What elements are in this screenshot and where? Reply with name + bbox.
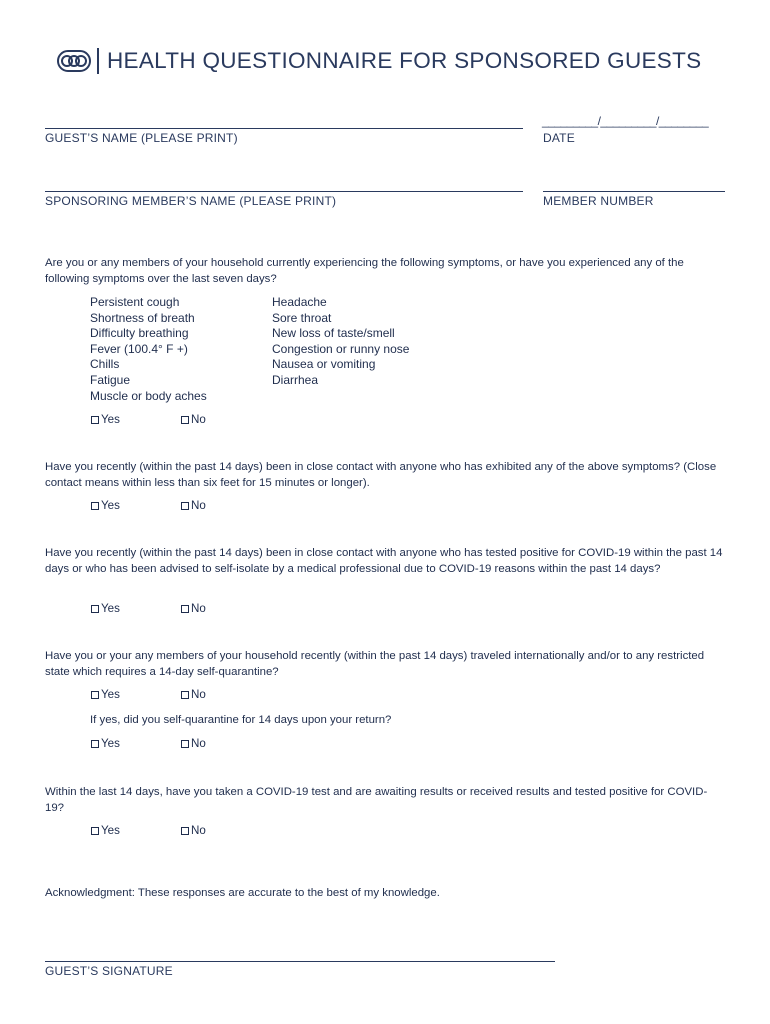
checkbox-icon: [91, 502, 99, 510]
yes-label: Yes: [101, 688, 120, 701]
title-divider: [97, 48, 99, 74]
checkbox-icon: [91, 605, 99, 613]
yes-label: Yes: [101, 602, 120, 615]
signature-line[interactable]: [45, 961, 555, 962]
ebc-logo-icon: [57, 50, 91, 72]
date-label: DATE: [543, 131, 575, 145]
symptom-item: Shortness of breath: [90, 310, 195, 325]
member-number-line[interactable]: [543, 191, 725, 192]
q2-yes-checkbox[interactable]: [91, 499, 120, 512]
question-3-text: Have you recently (within the past 14 days) been in close contact with anyone who has tested positive for COVID-19 within the past 14 days or who has been advised to self-isolate by a medical professional due to COVID-19 reasons within the past 14 days?: [45, 547, 723, 575]
symptom-item: Congestion or runny nose: [272, 341, 410, 356]
no-label: No: [191, 824, 206, 837]
symptom-item: Nausea or vomiting: [272, 357, 376, 372]
symptoms-right-list: [272, 295, 409, 389]
q3-no-checkbox[interactable]: [181, 602, 206, 615]
symptom-item: New loss of taste/smell: [272, 326, 395, 341]
sponsor-name-line[interactable]: [45, 191, 523, 192]
member-number-label: MEMBER NUMBER: [543, 194, 654, 208]
guest-name-label: GUEST’S NAME (PLEASE PRINT): [45, 131, 238, 145]
yes-label: Yes: [101, 499, 120, 512]
yes-label: Yes: [101, 824, 120, 837]
no-label: No: [191, 737, 206, 750]
q1-yes-checkbox[interactable]: [91, 413, 120, 426]
question-1-text: Are you or any members of your household currently experiencing the following symptoms, or have you experienced any of the following symptoms over the last seven days?: [45, 257, 684, 285]
q4-followup-yes-checkbox[interactable]: [91, 737, 120, 750]
question-4-followup-text: If yes, did you self-quarantine for 14 days upon your return?: [90, 714, 392, 726]
checkbox-icon: [181, 740, 189, 748]
q1-no-checkbox[interactable]: [181, 413, 206, 426]
checkbox-icon: [181, 691, 189, 699]
no-label: No: [191, 688, 206, 701]
question-5-text: Within the last 14 days, have you taken a COVID-19 test and are awaiting results or received results and tested positive for COVID-19?: [45, 786, 708, 814]
date-field[interactable]: _________/_________/________: [542, 114, 709, 128]
question-2-text: Have you recently (within the past 14 days) been in close contact with anyone who has exhibited any of the above symptoms? (Close contact means within less than six feet for 15 minutes or longer).: [45, 461, 717, 489]
symptom-item: Sore throat: [272, 310, 332, 325]
symptom-item: Headache: [272, 295, 327, 309]
signature-label: GUEST’S SIGNATURE: [45, 964, 173, 978]
checkbox-icon: [181, 502, 189, 510]
checkbox-icon: [91, 691, 99, 699]
question-4-text: Have you or your any members of your household recently (within the past 14 days) traveled internationally and/or to any restricted state which requires a 14-day self-quarantine?: [45, 650, 705, 678]
yes-label: Yes: [101, 413, 120, 426]
symptoms-left-list: [90, 295, 207, 404]
guest-name-line[interactable]: [45, 128, 523, 129]
symptom-item: Muscle or body aches: [90, 388, 207, 403]
no-label: No: [191, 602, 206, 615]
no-label: No: [191, 413, 206, 426]
q5-no-checkbox[interactable]: [181, 824, 206, 837]
symptom-item: Fatigue: [90, 372, 131, 387]
checkbox-icon: [181, 416, 189, 424]
q5-yes-checkbox[interactable]: [91, 824, 120, 837]
q2-no-checkbox[interactable]: [181, 499, 206, 512]
symptom-item: Diarrhea: [272, 372, 319, 387]
q4-yes-checkbox[interactable]: [91, 688, 120, 701]
q4-followup-no-checkbox[interactable]: [181, 737, 206, 750]
sponsor-name-label: SPONSORING MEMBER’S NAME (PLEASE PRINT): [45, 194, 337, 208]
page-title: HEALTH QUESTIONNAIRE FOR SPONSORED GUESTS: [107, 48, 702, 73]
checkbox-icon: [181, 605, 189, 613]
acknowledgment-text: Acknowledgment: These responses are accurate to the best of my knowledge.: [45, 887, 440, 899]
symptom-item: Chills: [90, 357, 120, 372]
checkbox-icon: [181, 827, 189, 835]
symptom-item: Difficulty breathing: [90, 326, 189, 341]
page-header: [57, 45, 701, 77]
no-label: No: [191, 499, 206, 512]
symptom-item: Persistent cough: [90, 295, 180, 309]
symptom-item: Fever (100.4° F +): [90, 341, 188, 356]
yes-label: Yes: [101, 737, 120, 750]
checkbox-icon: [91, 416, 99, 424]
q3-yes-checkbox[interactable]: [91, 602, 120, 615]
checkbox-icon: [91, 827, 99, 835]
checkbox-icon: [91, 740, 99, 748]
q4-no-checkbox[interactable]: [181, 688, 206, 701]
